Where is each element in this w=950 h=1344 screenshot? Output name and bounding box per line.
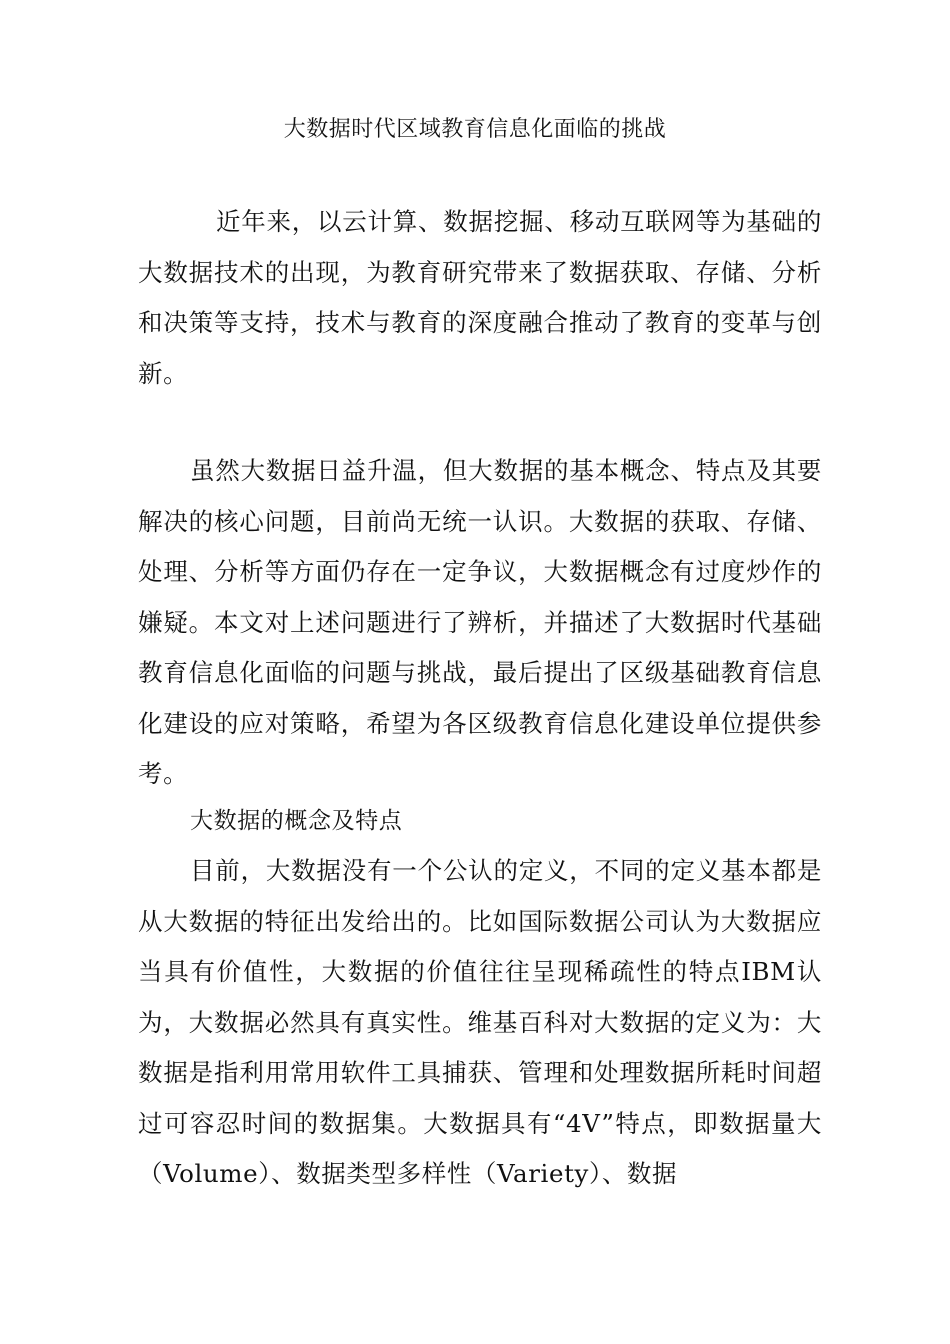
paragraph-intro: 近年来，以云计算、数据挖掘、移动互联网等为基础的大数据技术的出现，为教育研究带来了数据获取、存储、分析和决策等支持，技术与教育的深度融合推动了教育的变革与创新。 [138,207,822,388]
section-heading: 大数据的概念及特点 [190,808,403,834]
document-title: 大数据时代区域教育信息化面临的挑战 [283,117,667,142]
paragraph-background: 虽然大数据日益升温，但大数据的基本概念、特点及其要解决的核心问题，目前尚无统一认识。大数据的获取、存储、处理、分析等方面仍存在一定争议，大数据概念有过度炒作的嫌疑。本文对上述问题进行了辨析，并描述了大数据时代基础教育信息化面临的问题与挑战，最后提出了区级基础教育信息化建设的应对策略，希望为各区级教育信息化建设单位提供参考。 [138,456,822,788]
paragraph-definition: 目前，大数据没有一个公认的定义，不同的定义基本都是从大数据的特征出发给出的。比如国际数据公司认为大数据应当具有价值性，大数据的价值往往呈现稀疏性的特点IBM认为，大数据必然具有真实性。维基百科对大数据的定义为：大数据是指利用常用软件工具捕获、管理和处理数据所耗时间超过可容忍时间的数据集。大数据具有“4V”特点，即数据量大（Volume）、数据类型多样性（Variety）、数据 [138,856,822,1188]
